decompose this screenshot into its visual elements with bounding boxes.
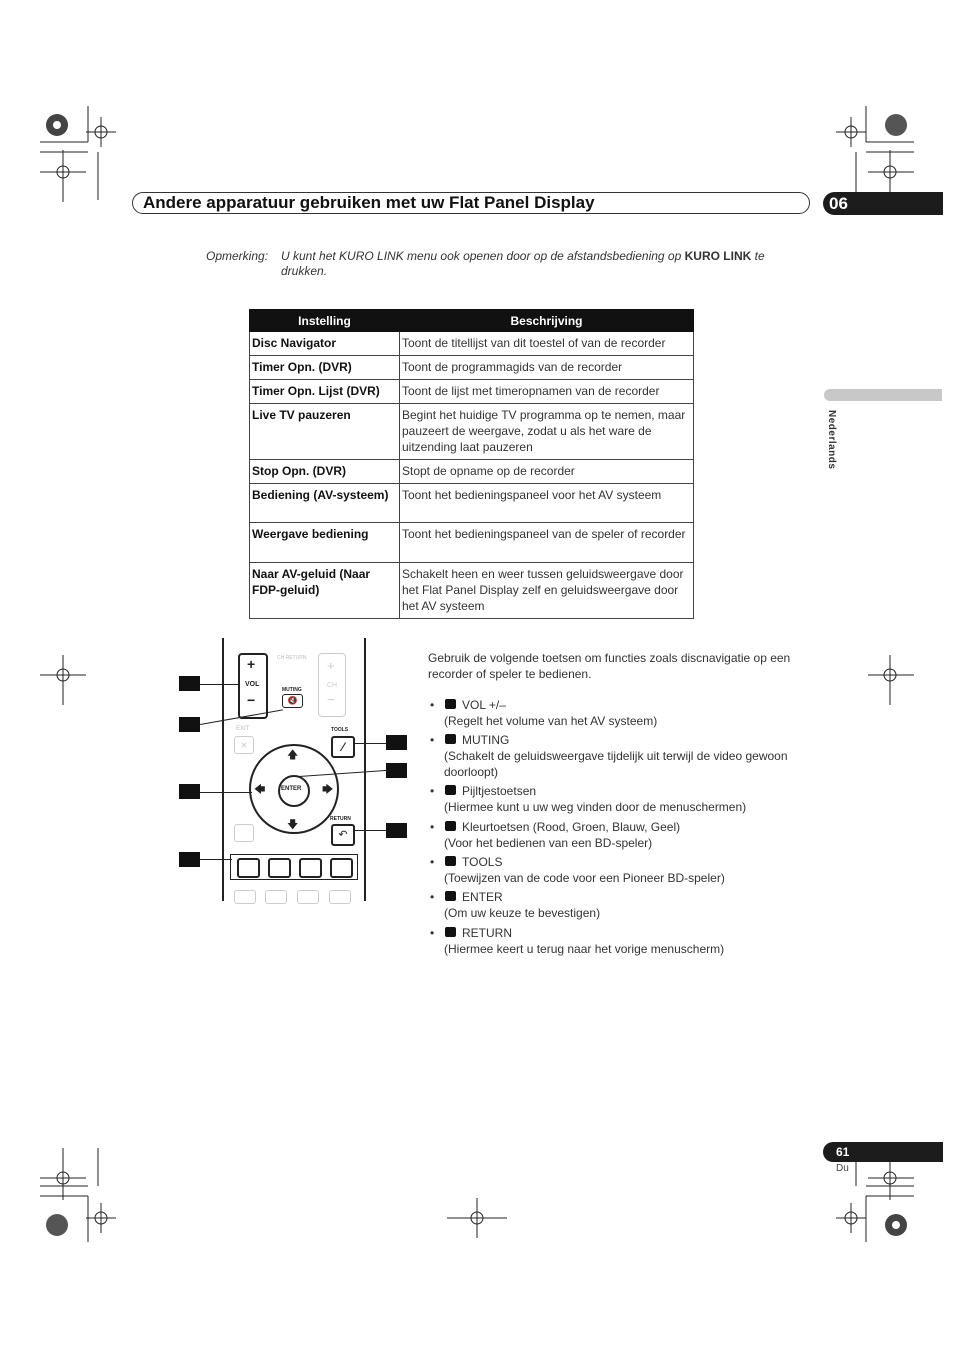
item-desc: (Hiermee keert u terug naar het vorige menuscherm) (444, 942, 725, 956)
item-name: VOL +/– (462, 698, 506, 712)
table-header-description: Beschrijving (400, 310, 694, 332)
setting-name: Stop Opn. (DVR) (250, 460, 400, 484)
callout-leader (200, 859, 232, 860)
callout-badge (179, 717, 200, 732)
wrench-icon: ⁄ (341, 740, 344, 754)
play-button[interactable] (297, 890, 319, 904)
green-key[interactable] (268, 858, 291, 878)
table-row (250, 523, 694, 563)
item-name: Kleurtoetsen (Rood, Groen, Blauw, Geel) (462, 820, 681, 834)
arrow-down-icon[interactable]: 🡇 (287, 819, 299, 831)
fast-forward-button[interactable] (329, 890, 351, 904)
item-desc: (Toewijzen van de code voor een Pioneer BD-speler) (444, 871, 725, 885)
intro-text: Gebruik de volgende toetsen om functies zoals discnavigatie op een recorder of speler te bedienen. (428, 651, 791, 681)
muting-label: MUTING (282, 687, 302, 693)
chapter-title: Andere apparatuur gebruiken met uw Flat Panel Display (143, 193, 595, 212)
table-row (250, 484, 694, 523)
red-key[interactable] (237, 858, 260, 878)
table-row (250, 460, 694, 484)
callout-badge (179, 676, 200, 691)
tools-label: TOOLS (331, 727, 349, 733)
language-tab (824, 389, 942, 401)
callout-leader (353, 743, 386, 744)
hdmi-ctrl-button[interactable] (234, 890, 256, 904)
bullet-icon: • (430, 855, 435, 869)
table-row (250, 332, 694, 356)
setting-description: Toont de lijst met timeropnamen van de recorder (400, 380, 694, 404)
setting-name: Timer Opn. Lijst (DVR) (250, 380, 400, 404)
ch-minus-label: − (327, 692, 335, 707)
remote-edge-left (222, 638, 224, 901)
bullet-icon: • (430, 820, 435, 834)
note-text (281, 249, 801, 279)
setting-description: Toont de titellijst van dit toestel of van de recorder (400, 332, 694, 356)
table-header-setting: Instelling (250, 310, 400, 332)
item-desc: (Regelt het volume van het AV systeem) (444, 714, 658, 728)
language-label: Nederlands (826, 410, 837, 470)
setting-name: Timer Opn. (DVR) (250, 356, 400, 380)
bullet-icon: • (430, 733, 435, 747)
callout-marker-icon (445, 734, 456, 744)
item-name: ENTER (462, 890, 503, 904)
setting-name: Weergave bediening (250, 523, 400, 563)
item-name: TOOLS (462, 855, 503, 869)
setting-description: Toont het bedieningspaneel van de speler of recorder (400, 523, 694, 563)
page-language-code: Du (836, 1163, 849, 1174)
item-desc: (Hiermee kunt u uw weg vinden door de menuschermen) (444, 800, 747, 814)
item-desc: (Voor het bedienen van een BD-speler) (444, 836, 653, 850)
settings-table (249, 309, 694, 619)
item-desc: (Om uw keuze te bevestigen) (444, 906, 601, 920)
callout-leader (200, 792, 252, 793)
ch-plus-label: + (327, 658, 335, 673)
arrow-up-icon[interactable]: 🡅 (287, 749, 299, 761)
callout-marker-icon (445, 856, 456, 866)
setting-description: Schakelt heen en weer tussen geluidsweergave door het Flat Panel Display zelf en geluidsweergave door het AV systeem (400, 563, 694, 619)
table-row (250, 404, 694, 460)
home-menu-button[interactable] (234, 824, 254, 842)
enter-label: ENTER (281, 786, 302, 792)
tools-button[interactable] (331, 736, 355, 758)
note-line2: drukken. (281, 264, 328, 278)
bullet-icon: • (430, 890, 435, 904)
setting-name: Bediening (AV-systeem) (250, 484, 400, 523)
callout-leader (200, 684, 238, 685)
return-button[interactable] (331, 824, 355, 846)
callout-badge (386, 735, 407, 750)
callout-badge (179, 852, 200, 867)
callout-marker-icon (445, 927, 456, 937)
setting-name: Disc Navigator (250, 332, 400, 356)
item-name: MUTING (462, 733, 510, 747)
callout-marker-icon (445, 699, 456, 709)
muting-button[interactable] (282, 694, 303, 708)
exit-button[interactable] (234, 736, 254, 754)
close-icon: × (240, 738, 248, 752)
table-row (250, 380, 694, 404)
exit-label: EXIT (236, 726, 250, 732)
remote-illustration (175, 636, 405, 904)
return-arrow-icon: ↶ (338, 829, 348, 841)
callout-marker-icon (445, 785, 456, 795)
bullet-icon: • (430, 784, 435, 798)
setting-name: Naar AV-geluid (Naar FDP-geluid) (250, 563, 400, 619)
yellow-key[interactable] (330, 858, 353, 878)
callout-leader (353, 830, 386, 831)
ch-return-label: CH RETURN (277, 655, 307, 661)
table-row (250, 356, 694, 380)
vol-label: VOL (245, 681, 260, 688)
note-text-before: U kunt het KURO LINK menu ook openen door op de afstandsbediening op (281, 249, 682, 263)
callout-badge (179, 784, 200, 799)
vol-plus-label: + (247, 656, 256, 672)
page-number: 61 (836, 1145, 850, 1159)
blue-key[interactable] (299, 858, 322, 878)
callout-badge (386, 763, 407, 778)
vol-minus-label: − (247, 692, 256, 708)
bullet-icon: • (430, 698, 435, 712)
callout-marker-icon (445, 821, 456, 831)
arrow-right-icon[interactable]: 🡆 (322, 784, 334, 796)
item-desc: (Schakelt de geluidsweergave tijdelijk uit terwijl de video gewoon doorloopt) (444, 749, 788, 779)
rewind-button[interactable] (265, 890, 287, 904)
note-key: KURO LINK (684, 249, 752, 263)
setting-description: Toont de programmagids van de recorder (400, 356, 694, 380)
item-name: RETURN (462, 926, 512, 940)
return-label: RETURN (330, 816, 351, 822)
table-row (250, 563, 694, 619)
item-name: Pijltjestoetsen (462, 784, 537, 798)
speaker-mute-icon: 🔇 (287, 696, 298, 705)
note-text-after: te (754, 249, 765, 263)
chapter-number: 06 (823, 192, 943, 215)
setting-description: Stopt de opname op de recorder (400, 460, 694, 484)
setting-description: Toont het bedieningspaneel voor het AV systeem (400, 484, 694, 523)
callout-marker-icon (445, 891, 456, 901)
setting-name: Live TV pauzeren (250, 404, 400, 460)
setting-description: Begint het huidige TV programma op te nemen, maar pauzeert de weergave, zodat u als het ware de uitzending laat pauzeren (400, 404, 694, 460)
ch-label: CH (327, 682, 338, 689)
remote-edge-right (364, 638, 366, 901)
arrow-left-icon[interactable]: 🡄 (254, 784, 266, 796)
callout-badge (386, 823, 407, 838)
bullet-icon: • (430, 926, 435, 940)
note-label: Opmerking: (206, 249, 269, 263)
